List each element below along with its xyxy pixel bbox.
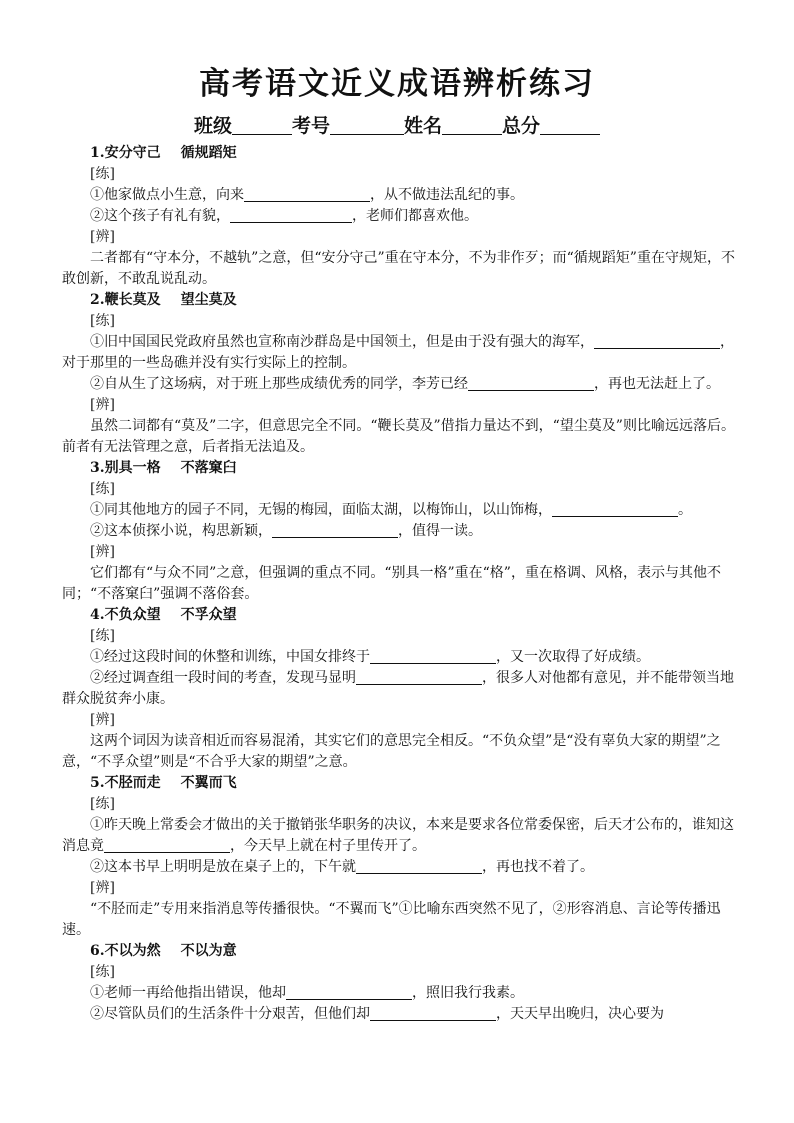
section-heading: 6.不以为然 不以为意 — [90, 943, 237, 959]
exercise-section — [62, 773, 738, 941]
answer-blank[interactable] — [244, 186, 370, 202]
exercise-section — [62, 605, 738, 773]
answer-blank[interactable] — [370, 1005, 496, 1021]
analysis-text: 二者都有“守本分，不越轨”之意，但“安分守己”重在守本分，不为非作歹；而“循规蹈矩”重在守规矩，不敢创新，不敢乱说乱动。 — [62, 250, 735, 287]
idiom-a: 鞭长莫及 — [104, 292, 161, 308]
practice-question-1: ①他家做点小生意，向来 ，从不做违法乱纪的事。 — [90, 187, 524, 203]
answer-blank[interactable] — [356, 858, 482, 874]
answer-blank[interactable] — [552, 501, 678, 517]
answer-blank[interactable] — [230, 207, 352, 223]
idiom-a: 不负众望 — [104, 607, 161, 623]
class-blank[interactable] — [232, 116, 292, 135]
practice-question-2: ②这个孩子有礼有貌， ，老师们都喜欢他。 — [90, 208, 478, 224]
practice-question-1: ①昨天晚上常委会才做出的关于撤销张华职务的决议，本来是要求各位常委保密，后天才公布的，谁知这消息竟 ，今天早上就在村子里传开了。 — [62, 817, 734, 854]
answer-blank[interactable] — [356, 669, 482, 685]
name-label: 姓名 — [404, 115, 443, 137]
student-info-line — [0, 111, 794, 138]
practice-question-2: ②这本书早上明明是放在桌子上的，下午就 ，再也找不着了。 — [90, 859, 594, 875]
exercise-section — [62, 290, 738, 458]
score-label: 总分 — [502, 115, 541, 137]
idiom-a: 安分守己 — [104, 145, 161, 161]
practice-question-1: ①老师一再给他指出错误，他却 ，照旧我行我素。 — [90, 985, 524, 1001]
practice-tag: [练] — [90, 628, 115, 644]
answer-blank[interactable] — [286, 984, 412, 1000]
practice-question-2: ②尽管队员们的生活条件十分艰苦，但他们却 ，天天早出晚归，决心要为 — [90, 1006, 664, 1022]
analysis-tag: [辨] — [90, 397, 115, 413]
section-heading: 4.不负众望 不孚众望 — [90, 607, 237, 623]
exercise-section — [62, 941, 738, 1025]
practice-tag: [练] — [90, 964, 115, 980]
idiom-b: 循规蹈矩 — [180, 145, 237, 161]
class-label: 班级 — [193, 115, 232, 137]
practice-question-1: ①旧中国国民党政府虽然也宣称南沙群岛是中国领土，但是由于没有强大的海军， ，对于那里的一些岛礁并没有实行实际上的控制。 — [62, 334, 734, 371]
exam-no-label: 考号 — [291, 115, 330, 137]
analysis-text: 虽然二词都有“莫及”二字，但意思完全不同。“鞭长莫及”借指力量达不到，“望尘莫及”则比喻远远落后。前者有无法管理之意，后者指无法追及。 — [62, 418, 735, 455]
analysis-tag: [辨] — [90, 544, 115, 560]
analysis-text: “不胫而走”专用来指消息等传播很快。“不翼而飞”①比喻东西突然不见了，②形容消息、言论等传播迅速。 — [62, 901, 721, 938]
analysis-text: 这两个词因为读音相近而容易混淆，其实它们的意思完全相反。“不负众望”是“没有辜负大家的期望”之意，“不孚众望”则是“不合乎大家的期望”之意。 — [62, 733, 721, 770]
section-heading: 5.不胫而走 不翼而飞 — [90, 775, 237, 791]
practice-question-1: ①同其他地方的园子不同，无锡的梅园，面临太湖，以梅饰山，以山饰梅， 。 — [90, 502, 692, 518]
idiom-a: 不以为然 — [104, 943, 161, 959]
idiom-b: 不孚众望 — [180, 607, 237, 623]
exercise-content — [62, 143, 738, 1025]
answer-blank[interactable] — [594, 333, 720, 349]
score-blank[interactable] — [540, 116, 600, 135]
answer-blank[interactable] — [370, 648, 496, 664]
idiom-a: 别具一格 — [104, 460, 161, 476]
idiom-b: 望尘莫及 — [180, 292, 237, 308]
exercise-section — [62, 143, 738, 290]
idiom-b: 不以为意 — [180, 943, 237, 959]
page-title: 高考语文近义成语辨析练习 — [199, 66, 595, 102]
practice-question-2: ②这本侦探小说，构思新颖， ，值得一读。 — [90, 523, 482, 539]
answer-blank[interactable] — [104, 837, 230, 853]
practice-tag: [练] — [90, 796, 115, 812]
name-field — [404, 111, 502, 138]
practice-tag: [练] — [90, 166, 115, 182]
section-heading: 1.安分守己 循规蹈矩 — [90, 145, 237, 161]
section-heading: 3.别具一格 不落窠臼 — [90, 460, 237, 476]
analysis-tag: [辨] — [90, 712, 115, 728]
idiom-a: 不胫而走 — [104, 775, 161, 791]
exam-no-blank[interactable] — [330, 116, 404, 135]
analysis-text: 它们都有“与众不同”之意，但强调的重点不同。“别具一格”重在“格”，重在格调、风格，表示与其他不同；“不落窠臼”强调不落俗套。 — [62, 565, 721, 602]
idiom-b: 不落窠臼 — [180, 460, 237, 476]
class-field — [194, 111, 292, 138]
score-field — [502, 111, 600, 138]
analysis-tag: [辨] — [90, 880, 115, 896]
idiom-b: 不翼而飞 — [180, 775, 237, 791]
practice-question-2: ②自从生了这场病，对于班上那些成绩优秀的同学，李芳已经 ，再也无法赶上了。 — [90, 376, 720, 392]
practice-question-1: ①经过这段时间的休整和训练，中国女排终于 ，又一次取得了好成绩。 — [90, 649, 650, 665]
answer-blank[interactable] — [468, 375, 594, 391]
name-blank[interactable] — [442, 116, 502, 135]
answer-blank[interactable] — [272, 522, 398, 538]
practice-question-2: ②经过调查组一段时间的考查，发现马显明 ，很多人对他都有意见，并不能带领当地群众脱贫奔小康。 — [62, 670, 734, 707]
practice-tag: [练] — [90, 313, 115, 329]
exercise-section — [62, 458, 738, 605]
section-heading: 2.鞭长莫及 望尘莫及 — [90, 292, 237, 308]
exam-no-field — [292, 111, 404, 138]
practice-tag: [练] — [90, 481, 115, 497]
analysis-tag: [辨] — [90, 229, 115, 245]
